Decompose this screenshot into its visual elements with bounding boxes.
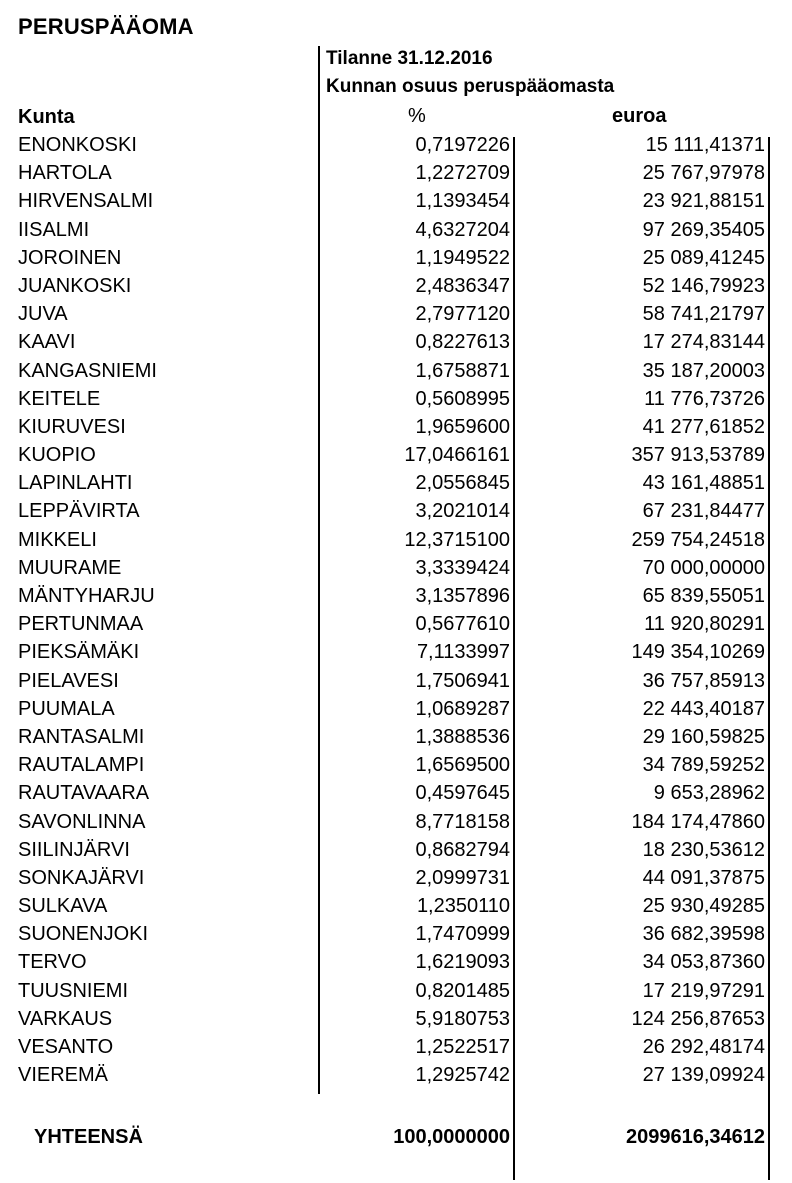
table-row: [0, 216, 792, 244]
share-percent: 12,3715100: [404, 528, 510, 551]
municipality-name: TUUSNIEMI: [18, 979, 128, 1002]
table-row: [0, 1005, 792, 1033]
share-euro: 357 913,53789: [631, 444, 765, 467]
share-percent: 1,2925742: [415, 1064, 510, 1087]
table-row: [0, 582, 792, 610]
municipality-name: KEITELE: [18, 387, 101, 410]
table-row: [0, 159, 792, 187]
municipality-name: RAUTALAMPI: [18, 754, 145, 777]
share-percent: 0,8227613: [415, 331, 510, 354]
share-percent: 1,9659600: [415, 415, 510, 438]
share-percent: 1,2522517: [415, 1036, 510, 1058]
share-euro: 43 161,48851: [642, 472, 765, 495]
municipality-name: KIURUVESI: [18, 415, 126, 438]
share-euro: 149 354,10269: [631, 641, 765, 664]
table-row: [0, 554, 792, 582]
share-percent: 1,3888536: [415, 725, 510, 748]
share-euro: 11 776,73726: [644, 387, 765, 410]
status-date-header: Tilanne 31.12.2016: [326, 48, 493, 69]
share-percent: 1,2350110: [416, 895, 510, 918]
share-percent: 1,6569500: [415, 754, 510, 777]
table-row: [0, 667, 792, 695]
table-row: [0, 1061, 792, 1089]
municipality-name: MIKKELI: [18, 528, 97, 551]
share-euro: 17 274,83144: [642, 331, 765, 354]
municipality-name: SUONENJOKI: [18, 923, 149, 946]
table-row: [0, 497, 792, 525]
municipality-name: KAAVI: [18, 331, 76, 354]
table-row: [0, 1033, 792, 1061]
municipality-name: RAUTAVAARA: [18, 782, 150, 805]
table-row: [0, 920, 792, 948]
municipality-name: PIELAVESI: [18, 669, 119, 692]
share-percent: 1,6758871: [415, 359, 510, 382]
table-row: [0, 328, 792, 356]
share-percent: 1,1393454: [415, 190, 510, 213]
municipality-name: ENONKOSKI: [18, 134, 137, 156]
page-title: PERUSPÄÄOMA: [18, 14, 194, 39]
share-percent: 8,7718158: [415, 810, 510, 833]
municipality-name: MUURAME: [18, 556, 122, 579]
municipality-table: [0, 131, 792, 1089]
share-percent: 0,5677610: [415, 613, 510, 636]
share-percent: 0,7197226: [415, 134, 510, 156]
municipality-name: HIRVENSALMI: [18, 190, 154, 213]
share-percent: 3,2021014: [415, 500, 510, 523]
share-euro: 15 111,41371: [645, 134, 765, 156]
table-row: [0, 610, 792, 638]
table-row: [0, 385, 792, 413]
share-percent: 1,2272709: [415, 162, 510, 185]
municipality-name: LAPINLAHTI: [18, 472, 133, 495]
share-percent: 17,0466161: [404, 444, 510, 467]
share-euro: 44 091,37875: [642, 866, 765, 889]
share-euro: 11 920,80291: [644, 613, 765, 636]
share-percent: 1,7506941: [415, 669, 510, 692]
share-euro: 29 160,59825: [642, 725, 765, 748]
municipality-name: RANTASALMI: [18, 725, 145, 748]
table-row: [0, 779, 792, 807]
table-row: [0, 892, 792, 920]
share-percent: 3,1357896: [415, 585, 510, 607]
share-euro: 36 682,39598: [642, 923, 765, 946]
municipality-name: JOROINEN: [18, 246, 122, 269]
table-row: [0, 469, 792, 497]
total-row: [0, 1122, 792, 1152]
table-row: [0, 948, 792, 976]
municipality-name: KANGASNIEMI: [18, 359, 157, 382]
total-percent: 100,0000000: [393, 1126, 510, 1148]
share-euro: 34 053,87360: [642, 951, 765, 974]
table-row: [0, 638, 792, 666]
municipality-name: PUUMALA: [18, 697, 115, 720]
share-euro: 25 930,49285: [642, 895, 765, 918]
share-euro: 97 269,35405: [642, 218, 765, 241]
municipality-name: VESANTO: [18, 1036, 114, 1058]
share-euro: 58 741,21797: [642, 303, 765, 326]
share-percent: 1,1949522: [415, 246, 510, 269]
share-euro: 65 839,55051: [642, 585, 765, 607]
municipality-name: IISALMI: [18, 218, 90, 241]
table-row: [0, 413, 792, 441]
table-row: [0, 836, 792, 864]
share-percent: 5,9180753: [415, 1007, 510, 1030]
total-label: YHTEENSÄ: [34, 1126, 143, 1148]
share-percent: 0,8201485: [415, 979, 510, 1002]
share-euro: 35 187,20003: [642, 359, 765, 382]
table-row: [0, 526, 792, 554]
municipality-name: SAVONLINNA: [18, 810, 146, 833]
municipality-name: SULKAVA: [18, 895, 108, 918]
table-row: [0, 808, 792, 836]
total-euro: 2099616,34612: [625, 1126, 765, 1148]
share-euro: 124 256,87653: [631, 1007, 765, 1030]
municipality-name: TERVO: [18, 951, 87, 974]
municipality-name: KUOPIO: [18, 444, 96, 467]
share-euro: 36 757,85913: [642, 669, 765, 692]
municipality-name: VIEREMÄ: [18, 1064, 109, 1087]
share-percent: 1,0689287: [415, 697, 510, 720]
column-header-euro: euroa: [612, 105, 667, 127]
share-euro: 17 219,97291: [642, 979, 765, 1002]
share-euro: 70 000,00000: [642, 556, 765, 579]
share-euro: 41 277,61852: [642, 415, 765, 438]
share-percent: 4,6327204: [415, 218, 510, 241]
municipality-name: MÄNTYHARJU: [18, 585, 155, 607]
share-euro: 9 653,28962: [653, 782, 765, 805]
table-row: [0, 864, 792, 892]
municipality-name: JUANKOSKI: [18, 274, 132, 297]
share-percent: 2,4836347: [415, 274, 510, 297]
share-euro: 18 230,53612: [642, 838, 765, 861]
share-percent: 0,8682794: [415, 838, 510, 861]
municipality-name: PIEKSÄMÄKI: [18, 641, 140, 664]
table-row: [0, 977, 792, 1005]
share-euro: 259 754,24518: [631, 528, 765, 551]
share-percent: 1,7470999: [415, 923, 510, 946]
share-percent: 3,3339424: [415, 556, 510, 579]
table-row: [0, 751, 792, 779]
share-percent: 7,1133997: [416, 641, 510, 664]
share-percent: 2,0556845: [415, 472, 510, 495]
share-euro: 67 231,84477: [642, 500, 765, 523]
table-row: [0, 723, 792, 751]
share-percent: 2,0999731: [415, 866, 510, 889]
municipality-name: VARKAUS: [18, 1007, 113, 1030]
municipality-name: LEPPÄVIRTA: [18, 500, 140, 523]
table-row: [0, 300, 792, 328]
municipality-name: SONKAJÄRVI: [18, 866, 145, 889]
share-euro: 25 767,97978: [642, 162, 765, 185]
share-euro: 25 089,41245: [642, 246, 765, 269]
municipality-name: SIILINJÄRVI: [18, 838, 130, 861]
column-header-kunta: Kunta: [18, 106, 75, 128]
municipality-name: JUVA: [18, 303, 68, 326]
table-row: [0, 357, 792, 385]
table-row: [0, 441, 792, 469]
table-row: [0, 695, 792, 723]
table-row: [0, 244, 792, 272]
table-row: [0, 272, 792, 300]
share-percent: 0,4597645: [415, 782, 510, 805]
column-header-percent: %: [408, 105, 426, 127]
table-row: [0, 187, 792, 215]
share-percent: 2,7977120: [415, 303, 510, 326]
share-euro: 22 443,40187: [642, 697, 765, 720]
share-euro: 184 174,47860: [631, 810, 765, 833]
table-row: [0, 131, 792, 159]
share-euro: 27 139,09924: [642, 1064, 765, 1087]
share-euro: 26 292,48174: [642, 1036, 765, 1058]
share-euro: 23 921,88151: [642, 190, 765, 213]
municipality-name: HARTOLA: [18, 162, 112, 185]
municipality-name: PERTUNMAA: [18, 613, 144, 636]
share-percent: 0,5608995: [415, 387, 510, 410]
share-euro: 52 146,79923: [642, 274, 765, 297]
share-header: Kunnan osuus peruspääomasta: [326, 76, 615, 97]
share-percent: 1,6219093: [415, 951, 510, 974]
share-euro: 34 789,59252: [642, 754, 765, 777]
